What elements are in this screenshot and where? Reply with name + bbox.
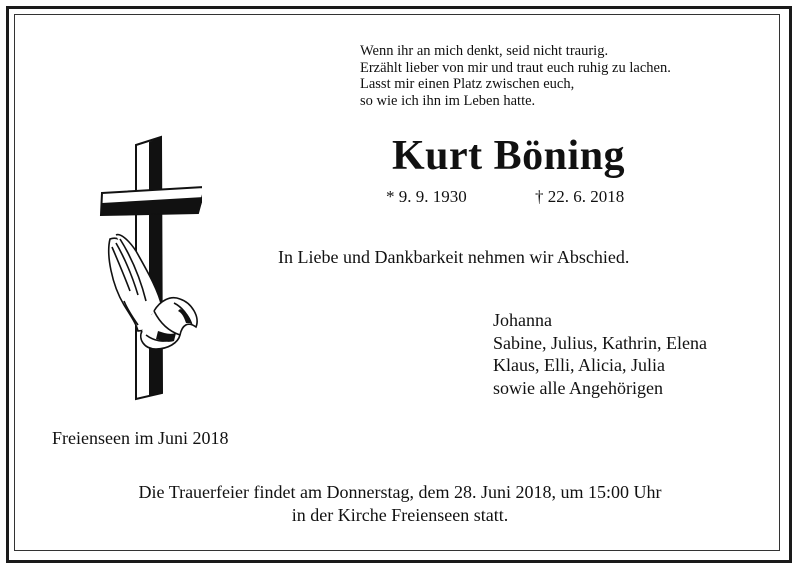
death-date: † 22. 6. 2018 xyxy=(535,187,625,206)
mourner-line: sowie alle Angehörigen xyxy=(493,377,663,398)
poem-line: Lasst mir einen Platz zwischen euch, xyxy=(360,76,575,92)
mourner-line: Klaus, Elli, Alicia, Julia xyxy=(493,355,665,375)
mourner-line: Sabine, Julius, Kathrin, Elena xyxy=(493,332,707,353)
deceased-name: Kurt Böning xyxy=(392,133,626,179)
cross-with-praying-hands-icon xyxy=(98,135,202,403)
place-date: Freienseen im Juni 2018 xyxy=(52,428,229,448)
birth-date: * 9. 9. 1930 xyxy=(386,187,467,206)
mourner-line: Johanna xyxy=(493,310,552,330)
poem-line: so wie ich ihn im Leben hatte. xyxy=(360,92,536,109)
service-line: in der Kirche Freienseen statt. xyxy=(291,505,509,525)
poem xyxy=(360,43,671,109)
poem-line: Wenn ihr an mich denkt, seid nicht traurig. xyxy=(360,43,609,59)
poem-line: Erzählt lieber von mir und traut euch ruhig zu lachen. xyxy=(360,59,671,76)
mourners-list xyxy=(493,309,707,399)
service-line: Die Trauerfeier findet am Donnerstag, dem 28. Juni 2018, um 15:00 Uhr xyxy=(138,482,662,502)
funeral-service-info xyxy=(0,481,800,527)
farewell-text: In Liebe und Dankbarkeit nehmen wir Abschied. xyxy=(278,247,630,267)
